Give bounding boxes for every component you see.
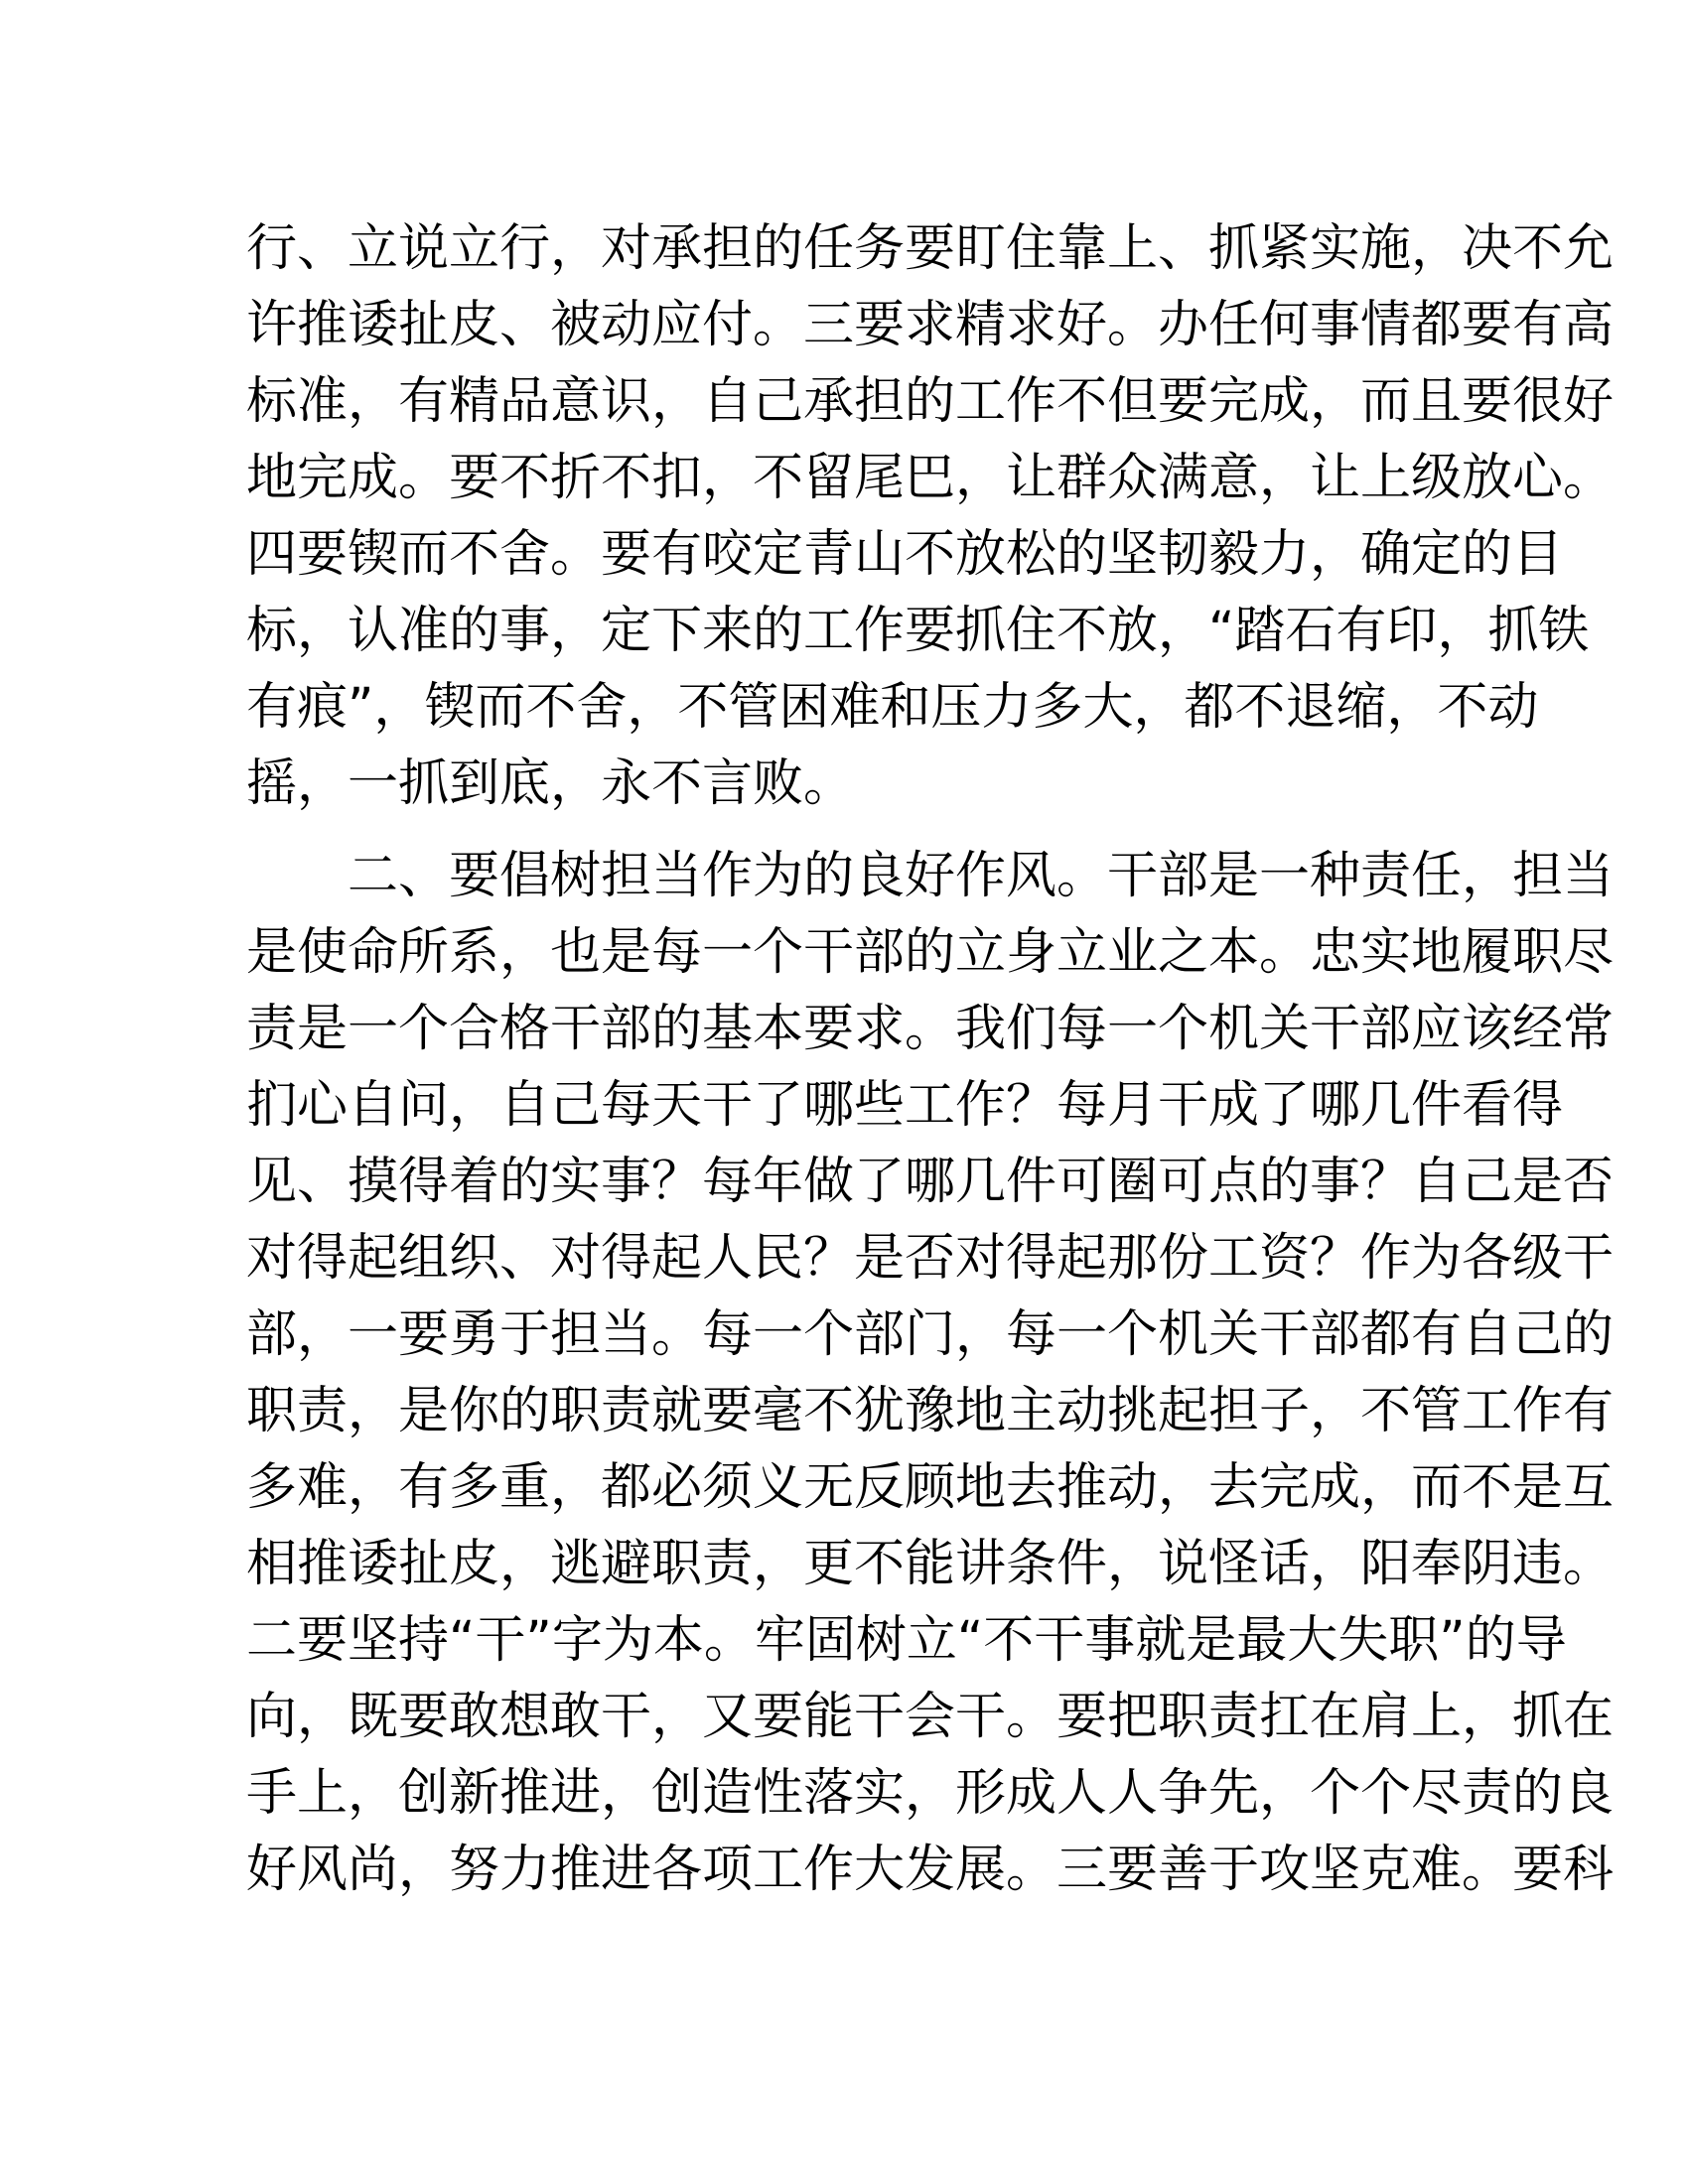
text-line: 二、要倡树担当作为的良好作风。干部是一种责任，担当 bbox=[246, 847, 1615, 905]
text-line: 有痕”，锲而不舍，不管困难和压力多大，都不退缩，不动 bbox=[246, 678, 1539, 737]
text-line: 责是一个合格干部的基本要求。我们每一个机关干部应该经常 bbox=[246, 1000, 1615, 1058]
text-line: 地完成。要不折不扣，不留尾巴，让群众满意，让上级放心。 bbox=[246, 449, 1615, 507]
document-body bbox=[246, 210, 1615, 1908]
text-line: 部，一要勇于担当。每一个部门，每一个机关干部都有自己的 bbox=[246, 1305, 1615, 1364]
paragraph-gap bbox=[246, 822, 1440, 838]
paragraph-2 bbox=[246, 838, 1615, 1908]
text-line: 职责，是你的职责就要毫不犹豫地主动挑起担子，不管工作有 bbox=[246, 1382, 1615, 1440]
text-line: 好风尚，努力推进各项工作大发展。三要善于攻坚克难。要科 bbox=[246, 1841, 1615, 1899]
text-line: 四要锲而不舍。要有咬定青山不放松的坚韧毅力，确定的目 bbox=[246, 525, 1564, 584]
text-line: 摇，一抓到底，永不言败。 bbox=[246, 754, 855, 813]
text-line: 手上，创新推进，创造性落实，形成人人争先，个个尽责的良 bbox=[246, 1764, 1615, 1823]
text-line: 标准，有精品意识，自己承担的工作不但要完成，而且要很好 bbox=[246, 372, 1615, 431]
text-line: 标，认准的事，定下来的工作要抓住不放，“踏石有印，抓铁 bbox=[246, 602, 1590, 660]
text-line: 相推诿扯皮，逃避职责，更不能讲条件，说怪话，阳奉阴违。 bbox=[246, 1535, 1615, 1593]
text-line: 向，既要敢想敢干，又要能干会干。要把职责扛在肩上，抓在 bbox=[246, 1688, 1615, 1746]
text-line: 行、立说立行，对承担的任务要盯住靠上、抓紧实施，决不允 bbox=[246, 219, 1615, 278]
text-line: 见、摸得着的实事？每年做了哪几件可圈可点的事？自己是否 bbox=[246, 1153, 1615, 1211]
paragraph-1 bbox=[246, 210, 1615, 822]
text-line: 是使命所系，也是每一个干部的立身立业之本。忠实地履职尽 bbox=[246, 923, 1615, 982]
text-line: 许推诿扯皮、被动应付。三要求精求好。办任何事情都要有高 bbox=[246, 296, 1615, 354]
text-line: 二要坚持“干”字为本。牢固树立“不干事就是最大失职”的导 bbox=[246, 1611, 1567, 1670]
text-line: 多难，有多重，都必须义无反顾地去推动，去完成，而不是互 bbox=[246, 1458, 1615, 1517]
text-line: 对得起组织、对得起人民？是否对得起那份工资？作为各级干 bbox=[246, 1229, 1615, 1288]
text-line: 扪心自问，自己每天干了哪些工作？每月干成了哪几件看得 bbox=[246, 1076, 1564, 1135]
